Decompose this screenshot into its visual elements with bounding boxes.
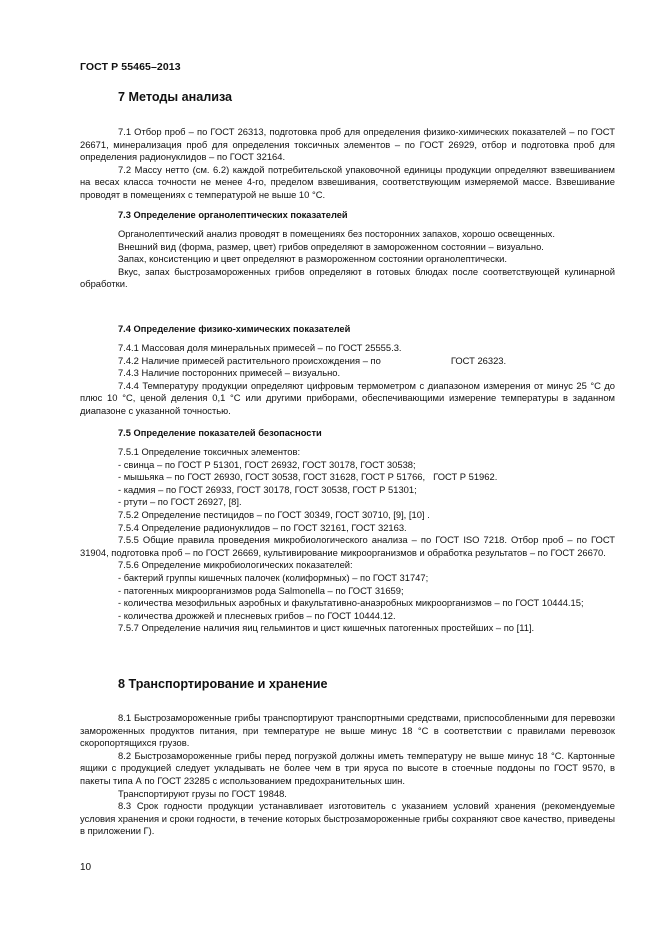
paragraph-7-4-2 xyxy=(80,355,615,368)
section-7-title: 7 Методы анализа xyxy=(118,90,233,104)
subsection-7-5-body xyxy=(80,446,615,635)
list-item: - патогенных микроорганизмов рода Salmonella – по ГОСТ 31659; xyxy=(118,584,404,596)
standard-header: ГОСТ Р 55465–2013 xyxy=(80,61,181,73)
paragraph-7-4-4: 7.4.4 Температуру продукции определяют цифровым термометром с диапазоном измерения от минус 25 °С до плюс 10 °С, ценой деления 0,1 °С или другими приборами, обеспечивающими измерение температуры в заданном диапазоне с указанной точностью. xyxy=(80,379,615,416)
list-item: - свинца – по ГОСТ Р 51301, ГОСТ 26932, ГОСТ 30178, ГОСТ 30538; xyxy=(118,458,416,470)
section-7-intro xyxy=(80,126,615,202)
paragraph-8-3: 8.3 Срок годности продукции устанавливает изготовитель с указанием условий хранения (рекомендуемые условия хранения и сроки годности, в течение которых быстрозамороженные грибы сохраняют свое качество, приведены в приложении Г). xyxy=(80,800,615,837)
list-item: - бактерий группы кишечных палочек (колиформных) – по ГОСТ 31747; xyxy=(118,571,429,583)
paragraph-7-3-c: Запах, консистенцию и цвет определяют в размороженном состоянии органолептически. xyxy=(118,253,507,265)
list-item: - ртути – по ГОСТ 26927, [8]. xyxy=(118,496,242,508)
paragraph-7-3-d: Вкус, запах быстрозамороженных грибов определяют в готовых блюдах после соответствующей кулинарной обработки. xyxy=(80,265,615,290)
list-item xyxy=(80,471,615,484)
paragraph-8-2: 8.2 Быстрозамороженные грибы перед погрузкой должны иметь температуру не выше минус 18 °С. Картонные ящики с продукцией следует укладывать не более чем в три яруса по высоте в стоечные поддоны по ГОСТ 9570, в пакеты типа А по ГОСТ 23285 с использованием предохранительных шин. xyxy=(80,749,615,786)
page-number: 10 xyxy=(80,862,92,873)
paragraph-8-1: 8.1 Быстрозамороженные грибы транспортируют транспортными средствами, приспособленными для перевозки замороженных продуктов питания, при температуре не выше минус 18 °С в соответствии с правилами перевозок скоропортящихся грузов. xyxy=(80,712,615,749)
section-8-title: 8 Транспортирование и хранение xyxy=(118,677,328,691)
list-item-text: - мышьяка – по ГОСТ 26930, ГОСТ 30538, ГОСТ 31628, ГОСТ Р 51766, xyxy=(118,471,426,483)
paragraph-7-3-b: Внешний вид (форма, размер, цвет) грибов определяют в замороженном состоянии – визуально. xyxy=(118,240,544,252)
paragraph-7-1: 7.1 Отбор проб – по ГОСТ 26313, подготовка проб для определения физико-химических показателей – по ГОСТ 26671, минерализация проб для определения токсичных элементов – по ГОСТ 26929, отбор и подготовка проб для определения радионуклидов – по ГОСТ 32164. xyxy=(80,126,615,163)
subsection-7-3-title: 7.3 Определение органолептических показателей xyxy=(118,210,348,220)
paragraph-7-5-6: 7.5.6 Определение микробиологических показателей: xyxy=(118,559,353,571)
section-8-body xyxy=(80,712,615,838)
paragraph-7-4-3: 7.4.3 Наличие посторонних примесей – визуально. xyxy=(118,367,341,379)
subsection-7-4-title: 7.4 Определение физико-химических показателей xyxy=(118,324,351,334)
paragraph-7-5-1: 7.5.1 Определение токсичных элементов: xyxy=(118,446,301,457)
paragraph-7-5-5: 7.5.5 Общие правила проведения микробиологического анализа – по ГОСТ ISO 7218. Отбор проб – по ГОСТ 31904, подготовка проб – по ГОСТ 26669, культивирование микроорганизмов и обработка результатов – по ГОСТ 26670. xyxy=(80,534,615,558)
subsection-7-3-body xyxy=(80,228,615,291)
paragraph-7-4-2-standard: ГОСТ 26323. xyxy=(450,354,507,366)
paragraph-7-5-7: 7.5.7 Определение наличия яиц гельминтов и цист кишечных патогенных простейших – по [11]. xyxy=(118,622,535,634)
paragraph-8-2-b: Транспортируют грузы по ГОСТ 19848. xyxy=(118,787,287,799)
paragraph-7-4-1: 7.4.1 Массовая доля минеральных примесей – по ГОСТ 25555.3. xyxy=(118,342,402,353)
paragraph-7-4-2-text: 7.4.2 Наличие примесей растительного происхождения – по xyxy=(118,354,381,366)
subsection-7-4-body xyxy=(80,342,615,418)
list-item: - количества дрожжей и плесневых грибов – по ГОСТ 10444.12. xyxy=(118,609,396,621)
list-item-standard: ГОСТ Р 51962. xyxy=(433,471,498,483)
paragraph-7-2: 7.2 Массу нетто (см. 6.2) каждой потребительской упаковочной единицы продукции определяют взвешиванием на весах класса точности не менее 4-го, пределом взвешивания, соответствующим измеряемой массе. Взвешивание проводят в помещениях с температурой не выше 10 °С. xyxy=(80,163,615,200)
paragraph-7-5-2: 7.5.2 Определение пестицидов – по ГОСТ 30349, ГОСТ 30710, [9], [10] . xyxy=(118,508,430,520)
paragraph-7-5-4: 7.5.4 Определение радионуклидов – по ГОСТ 32161, ГОСТ 32163. xyxy=(118,521,407,533)
list-item: - кадмия – по ГОСТ 26933, ГОСТ 30178, ГОСТ 30538, ГОСТ Р 51301; xyxy=(118,483,417,495)
list-item: - количества мезофильных аэробных и факультативно-анаэробных микроорганизмов – по ГОСТ 10444.15; xyxy=(118,597,584,609)
subsection-7-5-title: 7.5 Определение показателей безопасности xyxy=(118,428,322,438)
paragraph-7-3-a: Органолептический анализ проводят в помещениях без посторонних запахов, хорошо освещенных. xyxy=(118,228,555,239)
